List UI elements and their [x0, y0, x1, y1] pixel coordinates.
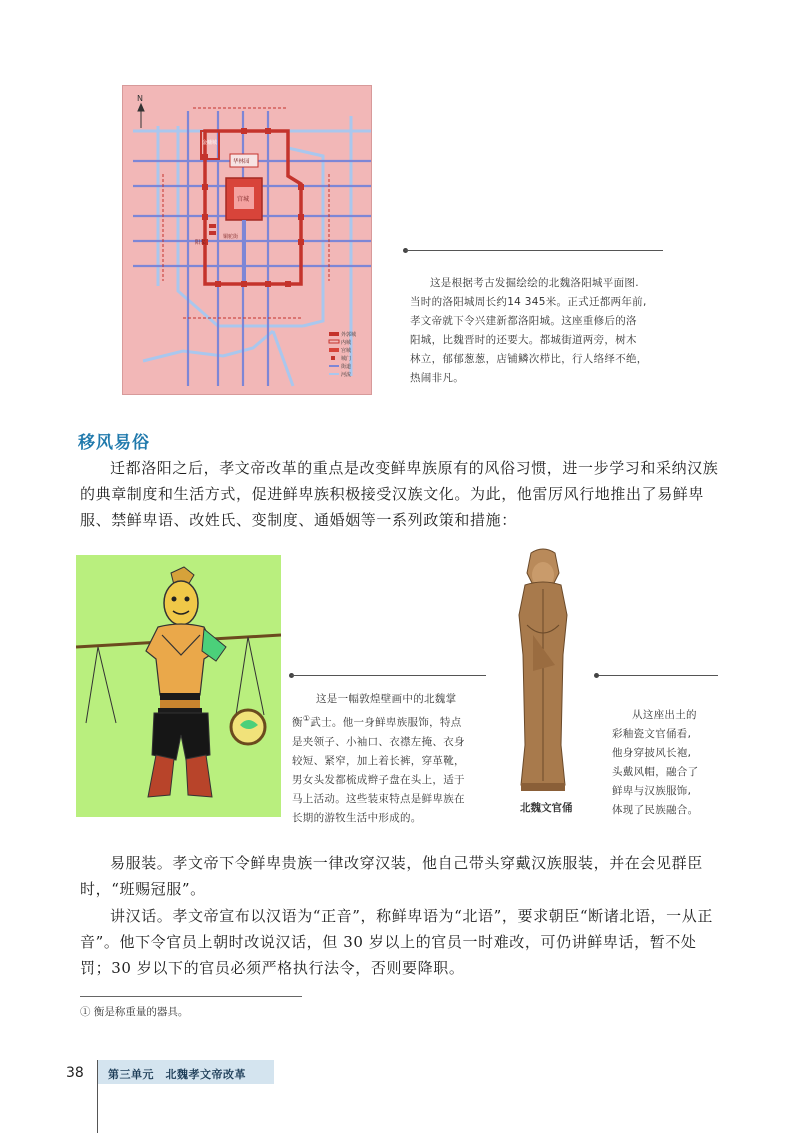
- mural-caption-line: 男女头发都梳成辫子盘在头上，适于: [292, 773, 465, 786]
- statue-caption: [612, 706, 732, 820]
- language-text: 讲汉话。孝文帝宣布以汉语为“正音”，称鲜卑语为“北语”，要求朝臣“断诸北语，一从正音”。他下令官员上朝时改说汉话，但 30 岁以上的官员一时难改，可仍讲鲜卑话，暂不处罚；30 岁以下的官员必须严格执行法令，否则要降职。: [80, 907, 713, 977]
- mural-caption: [292, 690, 497, 828]
- statue-caption-line: 从这座出土的: [632, 709, 697, 721]
- statue-caption-line: 体现了民族融合。: [612, 804, 699, 816]
- jinyong-label: 金墉城: [202, 140, 218, 146]
- footnote-mark: ①: [302, 714, 311, 723]
- map-drawing: [123, 86, 372, 395]
- map-pointer-line: [405, 250, 663, 251]
- statue-caption-line: 彩釉瓷文官俑看,: [612, 728, 692, 740]
- mural-caption-line: 这是一幅敦煌壁画中的北魏掌: [316, 693, 457, 705]
- map-caption-line: 当时的洛阳城周长约14 345米。正式迁都两年前,: [410, 296, 647, 308]
- statue-caption-line: 头戴风帽，融合了: [612, 766, 699, 778]
- page-number: 38: [66, 1065, 84, 1081]
- map-caption-line: 热闹非凡。: [410, 372, 464, 384]
- mural-caption-line: 马上活动。这些装束特点是鲜卑族在: [292, 792, 465, 805]
- statue-pointer-line: [598, 675, 718, 676]
- wei-official-statue-image: [503, 545, 583, 800]
- legend-item: 河流: [341, 372, 352, 378]
- map-caption-line: 林立，郁郁葱葱，店铺鳞次栉比，行人络绎不绝，: [410, 353, 648, 365]
- yangqu-label: 阳渠: [195, 240, 207, 246]
- street-label: 铜驼街: [223, 234, 239, 240]
- map-caption: [410, 274, 675, 388]
- intro-paragraph: [80, 455, 720, 533]
- dunhuang-mural-image: [76, 555, 281, 817]
- footnote: ① 衡是称重量的器具。: [80, 1006, 189, 1018]
- footer-vertical-rule: [97, 1060, 98, 1133]
- footnote-divider: [80, 996, 302, 997]
- map-caption-line: 这是根据考古发掘绘绘的北魏洛阳城平面图.: [430, 277, 639, 289]
- north-label: N: [137, 94, 143, 103]
- statue-caption-line: 鲜卑与汉族服饰,: [612, 785, 692, 797]
- mural-caption-line: 长期的游牧生活中形成的。: [292, 811, 422, 824]
- unit-title: 第三单元 北魏孝文帝改革: [108, 1068, 246, 1081]
- palace-label: 宫城: [237, 196, 250, 203]
- language-paragraph: [80, 903, 720, 981]
- map-caption-line: 阳城，比魏晋时的还要大。都城街道两旁，树木: [410, 334, 637, 346]
- map-caption-line: 孝文帝就下令兴建新都洛阳城。这座重修后的洛: [410, 315, 637, 327]
- mural-pointer-line: [291, 675, 486, 676]
- mural-caption-line: 武士。他一身鲜卑族服饰，特点: [310, 716, 462, 729]
- legend-item: 宫城: [341, 348, 352, 354]
- mural-caption-word: 衡: [292, 716, 303, 729]
- intro-text: 迁都洛阳之后，孝文帝改革的重点是改变鲜卑族原有的风俗习惯，进一步学习和采纳汉族的典章制度和生活方式，促进鲜卑族积极接受汉族文化。为此，他雷厉风行地推出了易鲜卑服、禁鲜卑语、改姓氏、变制度、通婚姻等一系列政策和措施：: [80, 459, 719, 529]
- statue-caption-line: 他身穿披风长袍,: [612, 747, 692, 759]
- clothing-text: 易服装。孝文帝下令鲜卑贵族一律改穿汉装，他自己带头穿戴汉族服装，并在会见群臣时，“班赐冠服”。: [80, 854, 703, 898]
- statue-label: 北魏文官俑: [520, 802, 573, 814]
- mural-caption-line: 较短、紧窄，加上着长裤，穿革靴，: [292, 754, 465, 767]
- mural-drawing: [76, 555, 281, 817]
- mural-caption-line: 是夹领子、小袖口、衣襟左掩、衣身: [292, 735, 465, 748]
- luoyang-city-map: [122, 85, 372, 395]
- legend-item: 外郭城: [341, 332, 357, 338]
- legend-item: 内城: [341, 340, 352, 346]
- legend-item: 城门: [341, 356, 352, 362]
- clothing-paragraph: [80, 850, 720, 902]
- section-title: 移风易俗: [78, 433, 150, 453]
- statue-drawing: [503, 545, 583, 800]
- hualin-label: 华林园: [233, 159, 250, 165]
- statue-pointer-dot: [594, 673, 599, 678]
- legend-item: 街道: [341, 364, 352, 370]
